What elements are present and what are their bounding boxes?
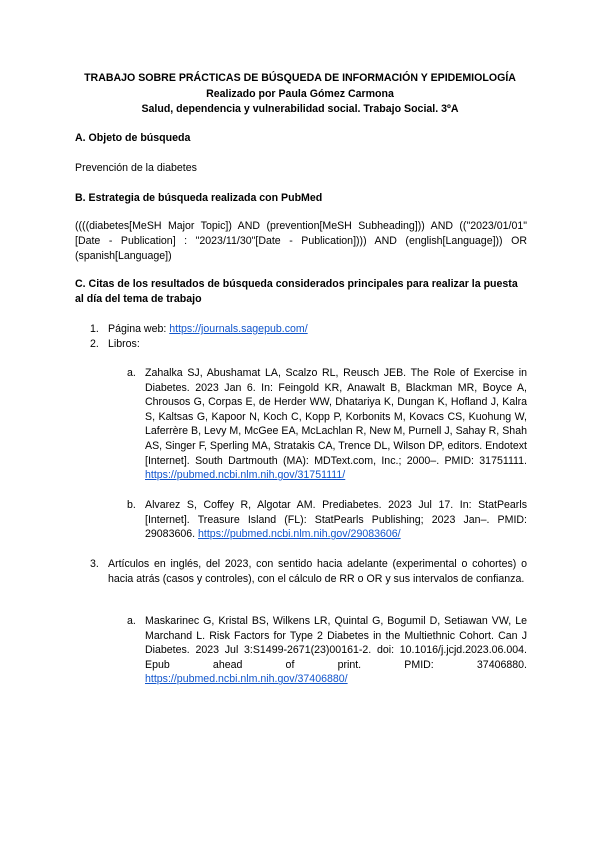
course-line: Salud, dependencia y vulnerabilidad social. Trabajo Social. 3ºA [141,103,459,115]
list-item-web [108,322,308,337]
sublist-letter: b. [127,499,136,511]
list-item-label: Página web: [108,323,170,335]
section-a-text: Prevención de la diabetes [75,162,197,174]
sublist-letter: a. [127,615,136,627]
reference-text: Zahalka SJ, Abushamat LA, Scalzo RL, Reusch JEB. The Role of Exercise in Diabetes. 2023 Jan 6. In: Feingold KR, Anawalt B, Blackman MR, Boyce A, Chrousos G, Corpas E, de Herder WW, Dhatariya K, Dungan K, Hofland J, Kalra S, Kaltsas G, Kapoor N, Koch C, Kopp P, Korbonits M, Kovacs CS, Kuohung W, Laferrère B, Levy M, McGee EA, McLachlan R, New M, Purnell J, Sahay R, Shah AS, Singer F, Sperling MA, Stratakis CA, Trence DL, Wilson DP, editors. Endotext [Internet]. South Dartmouth (MA): MDText.com, Inc.; 2000–. PMID: 31751111. [145,367,527,467]
list-item-articles: Artículos en inglés, del 2023, con sentido hacia adelante (experimental o cohortes) o hacia atrás (casos y controles), con el cálculo de RR o OR y sus intervalos de confianza. [108,558,527,585]
section-c-heading: C. Citas de los resultados de búsqueda considerados principales para realizar la puesta al día del tema de trabajo [75,278,518,305]
journals-link[interactable]: https://journals.sagepub.com/ [169,323,308,335]
sublist-letter: a. [127,367,136,379]
reference-text: Alvarez S, Coffey R, Algotar AM. Prediabetes. 2023 Jul 17. In: StatPearls [Internet]. Treasure Island (FL): StatPearls Publishing; 2023 Jan–. PMID: 29083606. [145,499,527,541]
search-query: ((((diabetes[MeSH Major Topic]) AND (prevention[MeSH Subheading])) AND (("2023/01/01"[Date - Publication] : "2023/11/30"[Date - Publication]))) AND (english[Language])) OR (spanish[Language]) [75,220,527,262]
pubmed-link[interactable]: https://pubmed.ncbi.nlm.nih.gov/31751111/ [145,469,346,482]
reference-alvarez [145,498,527,542]
section-a-heading: A. Objeto de búsqueda [75,132,191,144]
reference-maskarinec [145,614,527,687]
list-number: 2. [90,338,99,350]
pubmed-link[interactable]: https://pubmed.ncbi.nlm.nih.gov/29083606/ [198,528,401,541]
section-b-heading: B. Estrategia de búsqueda realizada con PubMed [75,192,323,204]
list-number: 1. [90,323,99,335]
author-line: Realizado por Paula Gómez Carmona [206,87,394,100]
list-number: 3. [90,558,99,570]
pubmed-link[interactable]: https://pubmed.ncbi.nlm.nih.gov/37406880/ [145,673,348,686]
reference-text: Maskarinec G, Kristal BS, Wilkens LR, Quintal G, Bogumil D, Setiawan VW, Le Marchand L. Risk Factors for Type 2 Diabetes in the Multiethnic Cohort. Can J Diabetes. 2023 Jul 3:S1499-2671(23)00161-2. doi: 10.1016/j.jcjd.2023.06.004. Epub ahead of print. PMID: 37406880. [145,615,527,671]
list-item-books: Libros: [108,338,140,350]
document-header [60,71,540,118]
document-title: TRABAJO SOBRE PRÁCTICAS DE BÚSQUEDA DE INFORMACIÓN Y EPIDEMIOLOGÍA [84,72,516,84]
reference-zahalka [145,366,527,483]
